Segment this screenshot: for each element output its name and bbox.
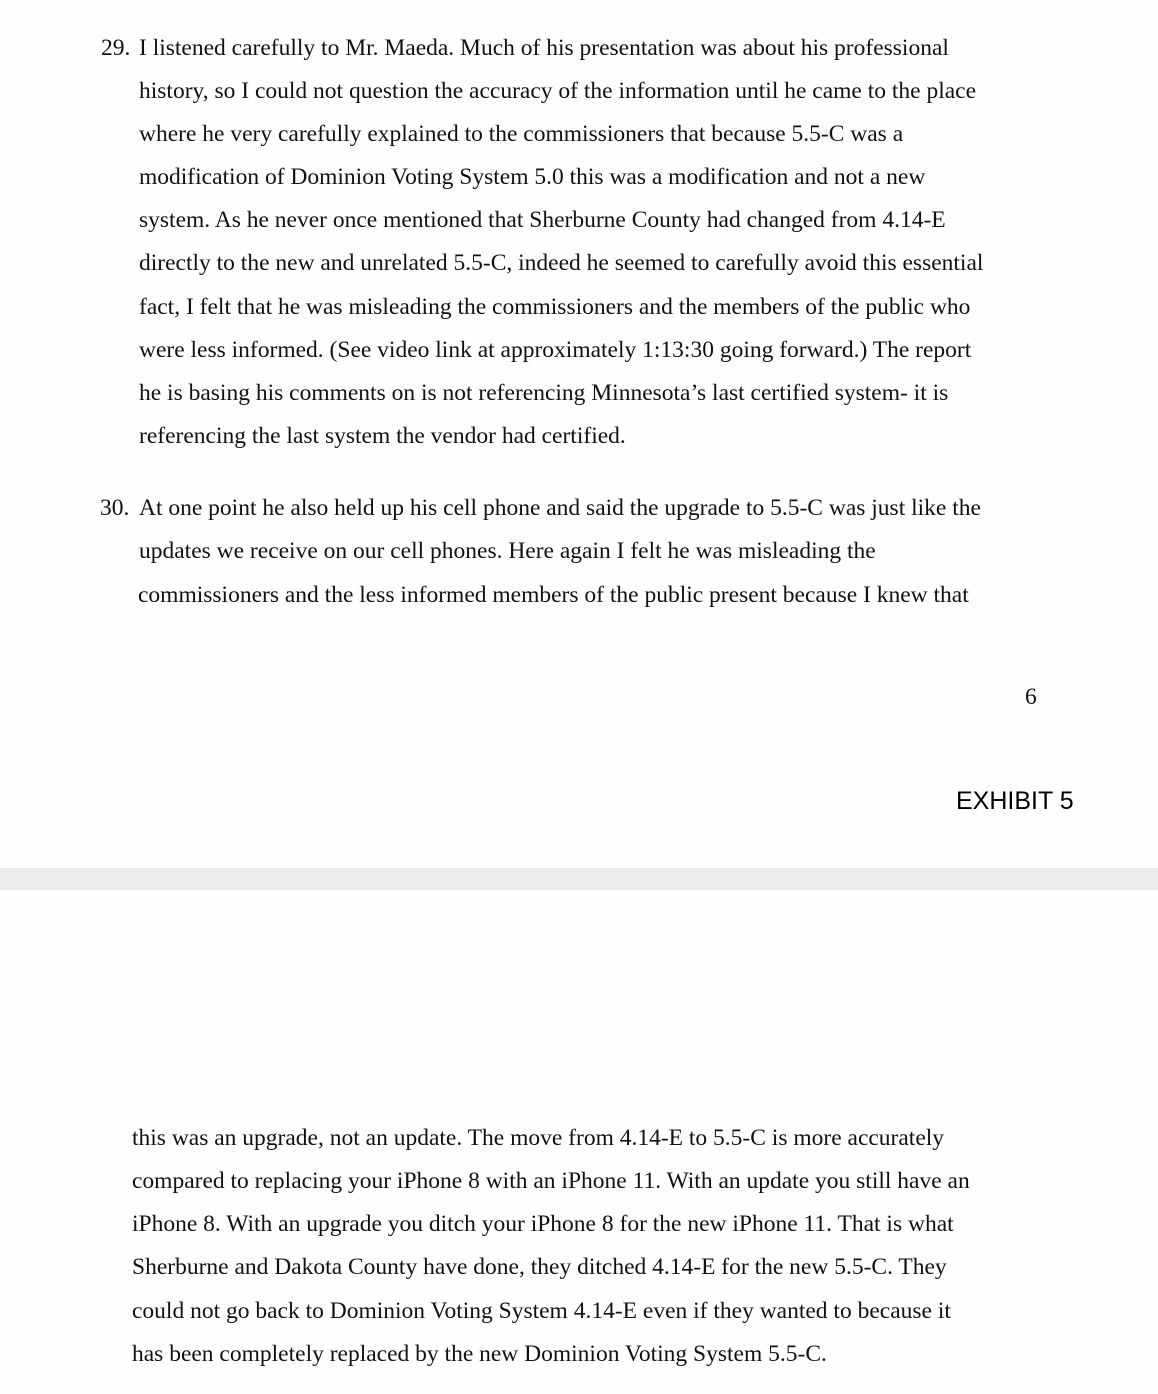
text-line: Sherburne and Dakota County have done, they ditched 4.14-E for the new 5.5-C. They — [132, 1254, 947, 1280]
text-line: this was an upgrade, not an update. The move from 4.14-E to 5.5-C is more accurately — [132, 1125, 945, 1151]
page-number: 6 — [1025, 684, 1037, 710]
exhibit-label: EXHIBIT 5 — [956, 787, 1074, 815]
paragraph-number: 30. — [100, 495, 130, 521]
text-line: commissioners and the less informed members of the public present because I knew that — [138, 582, 969, 608]
text-line: modification of Dominion Voting System 5.0 this was a modification and not a new — [139, 164, 926, 190]
text-line: compared to replacing your iPhone 8 with an iPhone 11. With an update you still have an — [132, 1168, 970, 1194]
text-line: history, so I could not question the accuracy of the information until he came to the place — [139, 78, 977, 104]
text-line: I listened carefully to Mr. Maeda. Much of his presentation was about his professional — [139, 35, 949, 61]
text-line: referencing the last system the vendor had certified. — [139, 423, 626, 449]
text-line: updates we receive on our cell phones. Here again I felt he was misleading the — [139, 538, 876, 564]
text-line: At one point he also held up his cell phone and said the upgrade to 5.5-C was just like the — [139, 495, 981, 521]
page-separator — [0, 868, 1158, 890]
text-line: system. As he never once mentioned that Sherburne County had changed from 4.14-E — [139, 207, 946, 233]
text-line: where he very carefully explained to the commissioners that because 5.5-C was a — [139, 121, 904, 147]
text-line: directly to the new and unrelated 5.5-C, indeed he seemed to carefully avoid this essential — [139, 250, 984, 276]
text-line: could not go back to Dominion Voting System 4.14-E even if they wanted to because it — [132, 1298, 951, 1324]
text-line: iPhone 8. With an upgrade you ditch your iPhone 8 for the new iPhone 11. That is what — [132, 1211, 954, 1237]
text-line: fact, I felt that he was misleading the commissioners and the members of the public who — [139, 294, 971, 320]
text-line: were less informed. (See video link at approximately 1:13:30 going forward.) The report — [139, 337, 972, 363]
text-line: has been completely replaced by the new Dominion Voting System 5.5-C. — [132, 1341, 827, 1367]
text-line: he is basing his comments on is not referencing Minnesota’s last certified system- it is — [139, 380, 949, 406]
paragraph-number: 29. — [101, 35, 131, 61]
